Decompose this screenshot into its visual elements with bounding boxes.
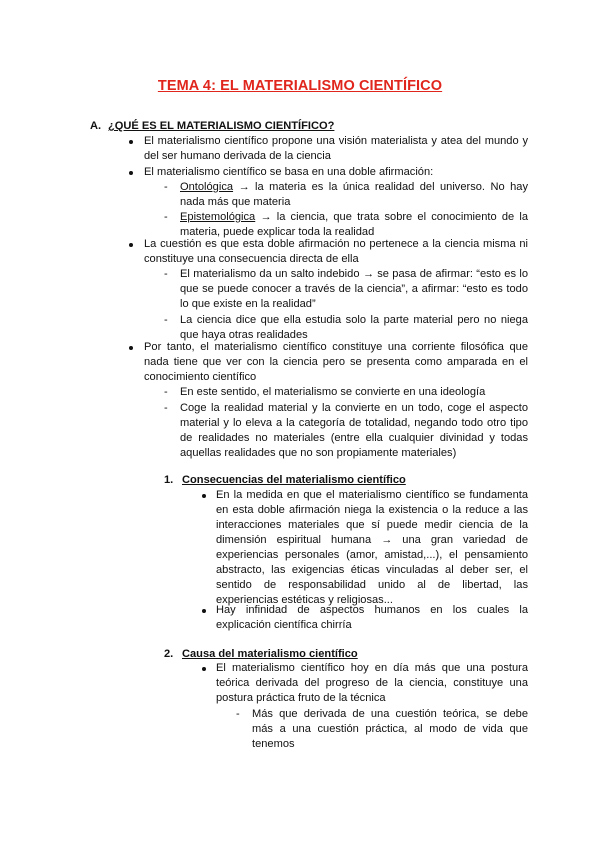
sub1-b1-line7: sentido de responsabilidad unido al de libertad, las xyxy=(216,579,528,591)
a-b4-line2: nada tiene que ver con la ciencia pero se presenta como amparada en el xyxy=(144,356,528,368)
bullet-marker xyxy=(202,609,206,613)
bullet-marker xyxy=(129,140,133,144)
sub1-b1-line1: En la medida en que el materialismo científico se fundamenta xyxy=(216,489,528,501)
a-b3-d1-line2: que se puede conocer a través de la ciencia”, a afirmar: “esto es todo xyxy=(180,283,528,295)
a-b3-d1-line1: El materialismo da un salto indebido → se pasa de afirmar: “esto es lo xyxy=(180,268,528,280)
a-b2-d2-line2: materia, puede explicar toda la realidad xyxy=(180,226,375,238)
a-b4-d1-line1: En este sentido, el materialismo se convierte en una ideología xyxy=(180,386,486,398)
a-b1-line2: del ser humano derivada de la ciencia xyxy=(144,150,331,162)
dash-marker: - xyxy=(164,402,168,414)
sub2-b1-line2: teórica derivada del progreso de la ciencia, constituye una xyxy=(216,677,528,689)
a-b3-d2-line2: que haya otras realidades xyxy=(180,329,308,341)
bullet-marker xyxy=(129,346,133,350)
a-b3-d1-line3: lo que existe en la realidad” xyxy=(180,298,316,310)
sub2-d1-line2: más a una cuestión práctica, al modo de vida que xyxy=(252,723,528,735)
sub2-b1-line1: El materialismo científico hoy en día más que una postura xyxy=(216,662,528,674)
epistemologica-term: Epistemológica xyxy=(180,211,256,223)
bullet-marker xyxy=(202,494,206,498)
a-b3-line2: constituye una consecuencia directa de ella xyxy=(144,253,359,265)
dash-marker: - xyxy=(164,181,168,193)
a-b4-d2-line1: Coge la realidad material y la convierte en un todo, coge el aspecto xyxy=(180,402,528,414)
dash-marker: - xyxy=(236,708,240,720)
a-b4-d2-line4: aquellas realidades que no son propiamente materiales) xyxy=(180,447,457,459)
sub1-b1-line3: interacciones materiales que sí puede medir ciencia de la xyxy=(216,519,528,531)
bullet-marker xyxy=(202,667,206,671)
a-b4-d2-line3: de realidades no materiales (entre ella cualquier divinidad y todas xyxy=(180,432,528,444)
sub1-b1-line4: dimensión espiritual humana → una gran variedad de xyxy=(216,534,528,546)
sub1-b1-line2: en esta doble afirmación niega la existencia o la reduce a las xyxy=(216,504,528,516)
a-b4-d2-line2: material y lo eleva a la categoría de totalidad, negando todo otro tipo xyxy=(180,417,528,429)
a-b1-line1: El materialismo científico propone una visión materialista y atea del mundo y xyxy=(144,135,528,147)
sub1-b1-line6: abstracto, las exigencias éticas vinculadas al deber ser, el xyxy=(216,564,528,576)
sub2-d1-line3: tenemos xyxy=(252,738,295,750)
a-b4-line3: conocimiento científico xyxy=(144,371,257,383)
document-title: TEMA 4: EL MATERIALISMO CIENTÍFICO xyxy=(157,78,443,94)
dash-marker: - xyxy=(164,314,168,326)
ontologica-term: Ontológica xyxy=(180,181,234,193)
section-a-marker: A. xyxy=(90,120,102,132)
sub1-b2-line1: Hay infinidad de aspectos humanos en los cuales la xyxy=(216,604,528,616)
sub2-d1-line1: Más que derivada de una cuestión teórica, se debe xyxy=(252,708,528,720)
sub1-b1-line5: experiencias personales (amor, amistad,...), el pensamiento xyxy=(216,549,528,561)
sub1-b1-line8: experiencias estéticas y religiosas... xyxy=(216,594,393,606)
a-b3-d2-line1: La ciencia dice que ella estudia solo la parte material pero no niega xyxy=(180,314,528,326)
bullet-marker xyxy=(129,243,133,247)
dash-marker: - xyxy=(164,211,168,223)
a-b2-d1-line1: Ontológica → la materia es la única realidad del universo. No hay xyxy=(180,181,528,193)
a-b3-line1: La cuestión es que esta doble afirmación no pertenece a la ciencia misma ni xyxy=(144,238,528,250)
a-b4-line1: Por tanto, el materialismo científico constituye una corriente filosófica que xyxy=(144,341,528,353)
dash-marker: - xyxy=(164,386,168,398)
sub1-heading: Consecuencias del materialismo científico xyxy=(182,474,406,486)
bullet-marker xyxy=(129,171,133,175)
sub2-b1-line3: postura práctica fruto de la técnica xyxy=(216,692,386,704)
a-b2-d2-line1: Epistemológica → la ciencia, que trata sobre el conocimiento de la xyxy=(180,211,528,223)
sub2-heading: Causa del materialismo científico xyxy=(182,648,358,660)
a-b2-d1-line2: nada más que materia xyxy=(180,196,291,208)
sub1-marker: 1. xyxy=(164,474,174,486)
dash-marker: - xyxy=(164,268,168,280)
section-a-heading: ¿QUÉ ES EL MATERIALISMO CIENTÍFICO? xyxy=(108,120,335,132)
a-b2-line1: El materialismo científico se basa en una doble afirmación: xyxy=(144,166,434,178)
sub2-marker: 2. xyxy=(164,648,174,660)
sub1-b2-line2: explicación científica chirría xyxy=(216,619,352,631)
